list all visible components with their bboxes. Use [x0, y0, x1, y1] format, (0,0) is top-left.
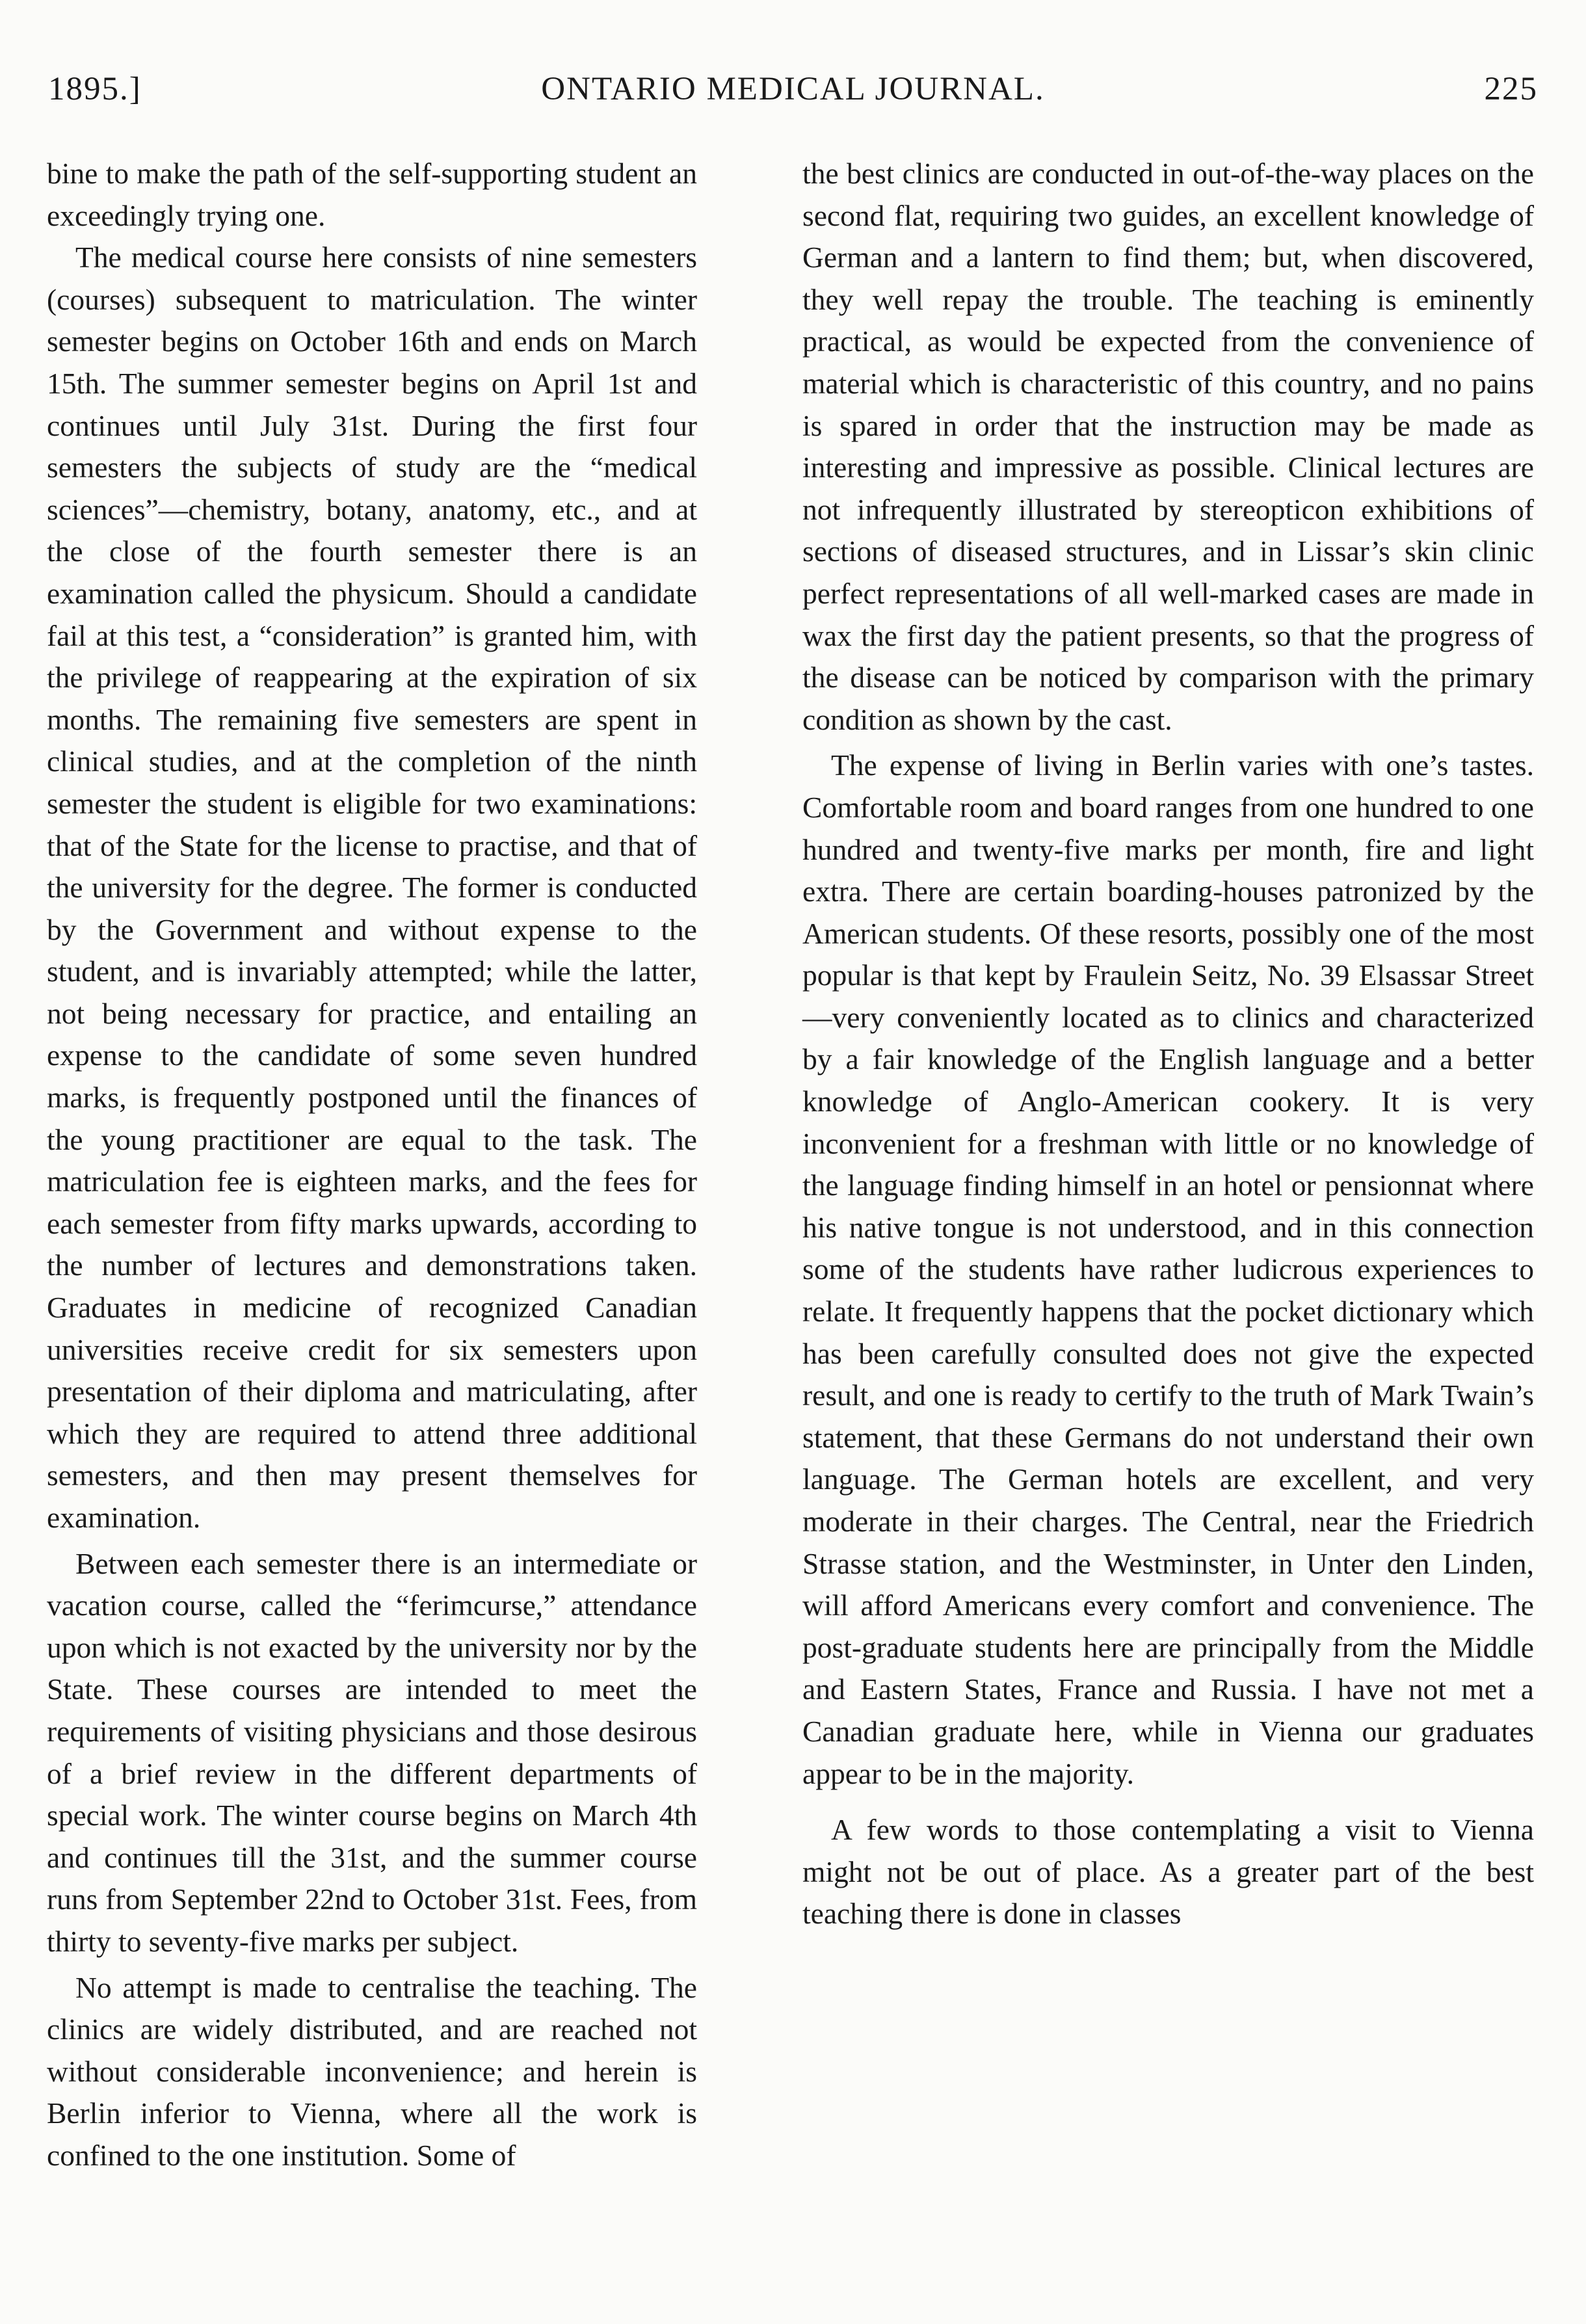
paragraph: The expense of living in Berlin varies with one’s tastes. Comfortable room and board ranges from one hundred to one hundred and twenty-five marks per month, fire and light extra. There are certain boarding-houses patronized by the American students. Of these resorts, possibly one of the most popular is that kept by Fraulein Seitz, No. 39 Elsassar Street—very conveniently located as to clinics and characterized by a fair knowledge of the English language and a better knowledge of Anglo-American cookery. It is very inconvenient for a freshman with little or no knowledge of the language finding himself in an hotel or pensionnat where his native tongue is not understood, and in this connection some of the students have rather ludicrous experiences to relate. It frequently happens that the pocket dictionary which has been carefully consulted does not give the expected result, and one is ready to certify to the truth of Mark Twain’s statement, that these Germans do not understand their own language. The German hotels are excellent, and very moderate in their charges. The Central, near the Friedrich Strasse station, and the Westminster, in Unter den Linden, will afford Americans every comfort and convenience. The post-graduate students here are principally from the Middle and Eastern States, France and Russia. I have not met a Canadian graduate here, while in Vienna our graduates appear to be in the majority.	[802, 748, 1534, 1790]
paragraph: No attempt is made to centralise the teaching. The clinics are widely distributed, and are reached not without considerable inconvenience; and herein is Berlin inferior to Vienna, where all the work is confined to the one institution. Some of	[47, 1970, 697, 2172]
paragraph: The medical course here consists of nine semesters (courses) subsequent to matriculation. The winter semester begins on October 16th and ends on March 15th. The summer semester begins on April 1st and continues until July 31st. During the first four semesters the subjects of study are the “medical sciences”—chemistry, botany, anatomy, etc., and at the close of the fourth semester there is an examination called the physicum. Should a candidate fail at this test, a “consideration” is granted him, with the privilege of reappearing at the expiration of six months. The remaining five semesters are spent in clinical studies, and at the completion of the ninth semester the student is eligible for two examinations: that of the State for the license to practise, and that of the university for the degree. The former is conducted by the Government and without expense to the student, and is invariably attempted; while the latter, not being necessary for practice, and entailing an expense to the candidate of some seven hundred marks, is frequently postponed until the finances of the young practitioner are equal to the task. The matriculation fee is eighteen marks, and the fees for each semester from fifty marks upwards, according to the number of lectures and demonstrations taken. Graduates in medicine of recognized Canadian universities receive credit for six semesters upon presentation of their diploma and matriculating, after which they are required to attend three additional semesters, and then may present themselves for examination.	[47, 241, 697, 1534]
paragraph: Between each semester there is an intermediate or vacation course, called the “ferimcurse,” attendance upon which is not exacted by the university nor by the State. These courses are intended to meet the requirements of visiting physicians and those desirous of a brief review in the different departments of special work. The winter course begins on March 4th and continues till the 31st, and the summer course runs from September 22nd to October 31st. Fees, from thirty to seventy-five marks per subject.	[47, 1546, 697, 1958]
page-number: 225	[1484, 71, 1538, 107]
header-year: 1895.]	[48, 71, 142, 107]
running-header	[48, 70, 1538, 129]
paragraph: the best clinics are conducted in out-of-the-way places on the second flat, requiring two guides, an excellent knowledge of German and a lantern to find them; but, when discovered, they well repay the trouble. The teaching is eminently practical, as would be expected from the convenience of material which is characteristic of this country, and no pains is spared in order that the instruction may be made as interesting and impressive as possible. Clinical lectures are not infrequently illustrated by stereopticon exhibitions of sections of diseased structures, and in Lissar’s skin clinic perfect representations of all well-marked cases are made in wax the first day the patient presents, so that the progress of the disease can be noticed by comparison with the primary condition as shown by the cast.	[802, 157, 1534, 736]
right-column	[802, 153, 1534, 1935]
left-column	[47, 153, 697, 2177]
journal-title: ONTARIO MEDICAL JOURNAL.	[541, 71, 1045, 107]
paragraph: bine to make the path of the self-supporting student an exceedingly trying one.	[47, 157, 697, 232]
paragraph: A few words to those contemplating a visit to Vienna might not be out of place. As a greater part of the best teaching there is done in classes	[802, 1813, 1534, 1931]
